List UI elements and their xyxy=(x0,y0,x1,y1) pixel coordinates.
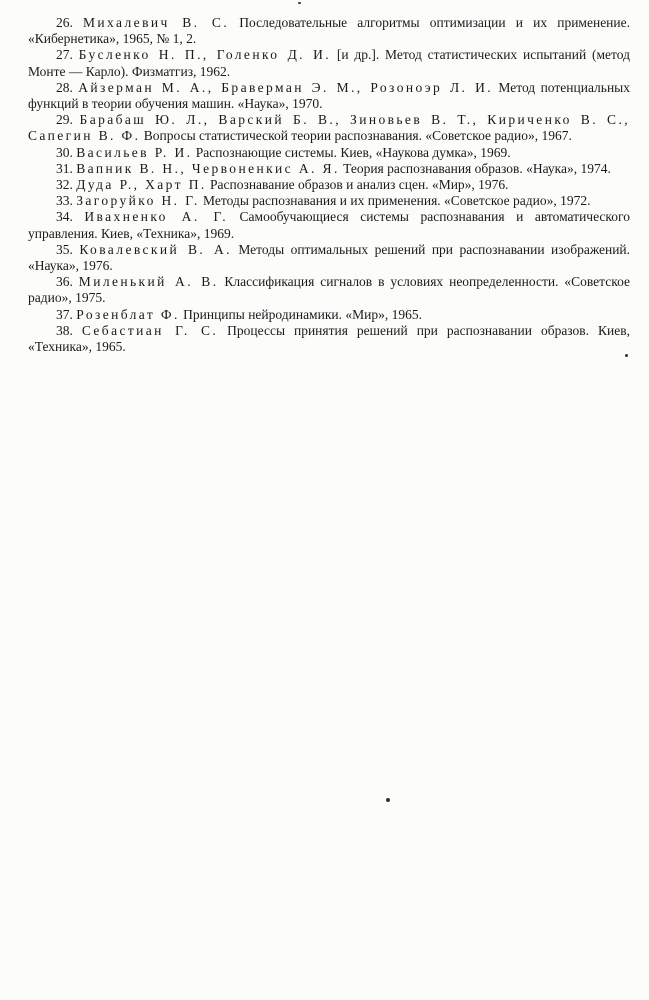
reference-item-30 xyxy=(28,145,630,161)
reference-author: Загоруйко Н. Г. xyxy=(76,193,200,209)
reference-item-37 xyxy=(28,307,630,323)
reference-number: 33. xyxy=(56,193,73,209)
reference-author: Ковалевский В. А. xyxy=(79,241,232,257)
reference-item-36 xyxy=(28,274,630,306)
reference-item-27 xyxy=(28,47,630,79)
reference-text: Методы распознавания и их применения. «Советское радио», 1972. xyxy=(199,193,591,209)
reference-number: 30. xyxy=(56,144,73,160)
reference-item-32 xyxy=(28,177,630,193)
reference-number: 34. xyxy=(56,209,73,225)
reference-author: Айзерман М. А., Браверман Э. М., Розоноэр Л. И. xyxy=(78,79,493,95)
reference-text: Распознавание образов и анализ сцен. «Мир», 1976. xyxy=(206,177,509,193)
print-speck xyxy=(386,798,390,802)
reference-item-34 xyxy=(28,209,630,241)
reference-item-29 xyxy=(28,112,630,144)
reference-text: Последовательные алгоритмы оптимизации и их применение. «Кибернетика», 1965, № 1, 2. xyxy=(28,15,630,47)
reference-text: [и др.]. Метод статистических испытаний (метод Монте — Карло). Физматгиз, 1962. xyxy=(28,47,630,79)
reference-text: Процессы принятия решений при распознавании образов. Киев, «Техника», 1965. xyxy=(28,322,630,355)
reference-text: Самообучающиеся системы распознавания и автоматического управления. Киев, «Техника», 1969. xyxy=(28,209,630,241)
reference-text: Вопросы статистической теории распознавания. «Советское радио», 1967. xyxy=(140,128,572,144)
print-speck xyxy=(625,354,628,357)
reference-number: 37. xyxy=(56,306,73,322)
reference-text: Теория распознавания образов. «Наука», 1974. xyxy=(339,160,611,176)
reference-text: Распознающие системы. Киев, «Наукова думка», 1969. xyxy=(192,144,511,160)
reference-number: 29. xyxy=(56,112,73,128)
reference-text: Классификация сигналов в условиях неопределенности. «Советское радио», 1975. xyxy=(28,274,631,306)
reference-author: Себастиан Г. С. xyxy=(81,322,219,338)
reference-text: Принципы нейродинамики. «Мир», 1965. xyxy=(179,306,422,322)
reference-author: Васильев Р. И. xyxy=(76,144,193,160)
reference-list xyxy=(28,15,630,355)
reference-number: 28. xyxy=(56,79,73,95)
reference-item-38 xyxy=(28,323,630,355)
reference-number: 38. xyxy=(56,322,73,338)
reference-number: 26. xyxy=(56,15,73,30)
reference-author: Михалевич В. С. xyxy=(83,15,230,30)
reference-author: Миленький А. В. xyxy=(78,274,219,290)
reference-item-31 xyxy=(28,161,630,177)
reference-author: Розенблат Ф. xyxy=(76,306,180,322)
reference-author: Дуда Р., Харт П. xyxy=(76,177,207,193)
reference-author: Ивахненко А. Г. xyxy=(84,209,228,225)
reference-author: Вапник В. Н., Червоненкис А. Я. xyxy=(76,160,340,176)
reference-text: Методы оптимальных решений при распознавании изображений. «Наука», 1976. xyxy=(28,241,631,274)
reference-item-35 xyxy=(28,242,630,274)
reference-item-28 xyxy=(28,80,630,112)
reference-number: 27. xyxy=(56,47,73,63)
reference-text: Метод потенциальных функций в теории обучения машин. «Наука», 1970. xyxy=(28,79,630,112)
reference-number: 31. xyxy=(56,160,73,176)
reference-author: Барабаш Ю. Л., Варский Б. В., Зиновьев В. Т., Кириченко В. С., Сапегин В. Ф. xyxy=(28,112,630,144)
reference-number: 35. xyxy=(56,241,73,257)
print-speck xyxy=(298,2,301,4)
reference-item-33 xyxy=(28,193,630,209)
reference-number: 32. xyxy=(56,177,73,193)
reference-number: 36. xyxy=(56,274,73,290)
reference-author: Бусленко Н. П., Голенко Д. И. xyxy=(78,47,332,63)
reference-item-26 xyxy=(28,15,630,47)
